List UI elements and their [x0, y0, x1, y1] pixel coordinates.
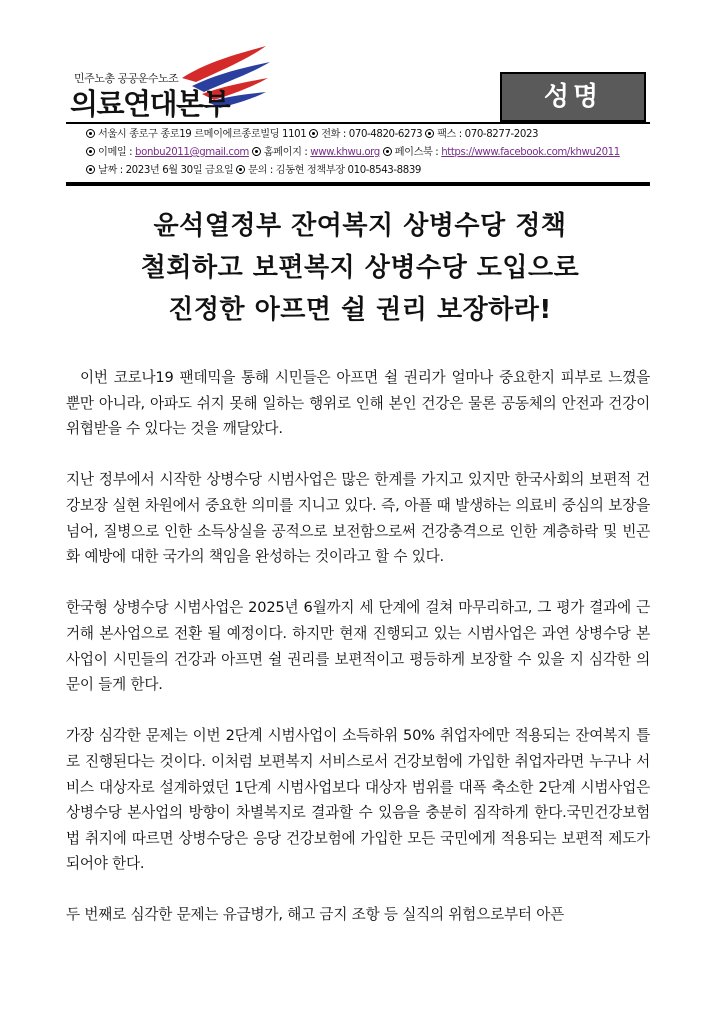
statement-body: [66, 365, 650, 954]
date-label: 날짜 :: [98, 165, 126, 176]
paragraph: 지난 정부에서 시작한 상병수당 시범사업은 많은 한계를 가지고 있지만 한국사회의 보편적 건강보장 실현 차원에서 중요한 의미를 지니고 있다. 즉, 아플 때 발생하는 의료비 중심의 보장을 넘어, 질병으로 인한 소득상실을 공적으로 보전함으로써 건강충격으로 인한 계층하락 및 빈곤화 예방에 대한 국가의 책임을 완성하는 것이라고 할 수 있다.: [66, 471, 650, 566]
statement-title: [40, 205, 680, 331]
bullet-icon: [236, 165, 245, 174]
bullet-icon: [309, 129, 318, 138]
title-line: 윤석열정부 잔여복지 상병수당 정책: [153, 211, 567, 241]
title-line: 철회하고 보편복지 상병수당 도입으로: [140, 253, 580, 283]
paragraph: 한국형 상병수당 시범사업은 2025년 6월까지 세 단계에 걸쳐 마무리하고, 그 평가 결과에 근거해 본사업으로 전환 될 예정이다. 하지만 현재 진행되고 있는 시범사업은 과연 상병수당 본사업이 시민들의 건강과 아프면 쉴 권리를 보편적이고 평등하게 보장할 수 있을 지 심각한 의문이 들게 한다.: [66, 599, 650, 694]
bullet-icon: [86, 147, 95, 156]
info-row-links: [86, 144, 656, 162]
org-name: 의료연대본부: [70, 87, 230, 121]
phone-label: 전화 :: [321, 129, 349, 140]
title-line: 진정한 아프면 쉴 권리 보장하라!: [168, 295, 552, 325]
doc-type-badge: 성명: [500, 72, 646, 122]
facebook-label: 페이스북 :: [394, 147, 442, 158]
homepage-label: 홈페이지 :: [263, 147, 311, 158]
contact-info: [86, 126, 656, 180]
bullet-icon: [425, 129, 434, 138]
email-label: 이메일 :: [98, 147, 136, 158]
address: 서울시 종로구 종로19 르메이에르종로빌딩 1101: [98, 129, 307, 140]
homepage-link[interactable]: www.khwu.org: [310, 147, 380, 158]
letterhead: [66, 40, 650, 122]
bullet-icon: [383, 147, 392, 156]
paragraph: 이번 코로나19 팬데믹을 통해 시민들은 아프면 쉴 권리가 얼마나 중요한지 피부로 느꼈을 뿐만 아니라, 아파도 쉬지 못해 일하는 행위로 인해 본인 건강은 물론 공동체의 안전과 건강이 위협받을 수 있다는 것을 깨달았다.: [66, 369, 650, 438]
paragraph: 두 번째로 심각한 문제는 유급병가, 해고 금지 조항 등 실직의 위험으로부터 아픈: [66, 906, 564, 924]
fax: 070-8277-2023: [464, 129, 539, 140]
bullet-icon: [86, 129, 95, 138]
info-divider: [66, 182, 650, 186]
facebook-link[interactable]: https://www.facebook.com/khwu2011: [441, 147, 620, 158]
date: 2023년 6월 30일 금요일: [125, 165, 234, 176]
email-link[interactable]: bonbu2011@gmail.com: [135, 147, 249, 158]
bullet-icon: [86, 165, 95, 174]
paragraph: 가장 심각한 문제는 이번 2단계 시범사업이 소득하위 50% 취업자에만 적용되는 잔여복지 틀로 진행된다는 것이다. 이처럼 보편복지 서비스로서 건강보험에 가입한 취업자라면 누구나 서비스 대상자로 설계하였던 1단계 시범사업보다 대상자 범위를 대폭 축소한 2단계 시범사업은 상병수당 본사업의 방향이 차별복지로 결과할 수 있음을 충분히 짐작하게 한다.국민건강보험법 취지에 따르면 상병수당은 응당 건강보험에 가입한 모든 국민에게 적용되는 보편적 제도가 되어야 한다.: [66, 727, 650, 873]
fax-label: 팩스 :: [437, 129, 465, 140]
union-name: 민주노총 공공운수노조: [74, 72, 179, 85]
info-row-address: [86, 126, 656, 144]
phone: 070-4820-6273: [348, 129, 423, 140]
contact: 김동현 정책부장 010-8543-8839: [275, 165, 421, 176]
contact-label: 문의 :: [248, 165, 276, 176]
bullet-icon: [252, 147, 261, 156]
header-divider: [66, 122, 650, 124]
info-row-date: [86, 162, 656, 180]
